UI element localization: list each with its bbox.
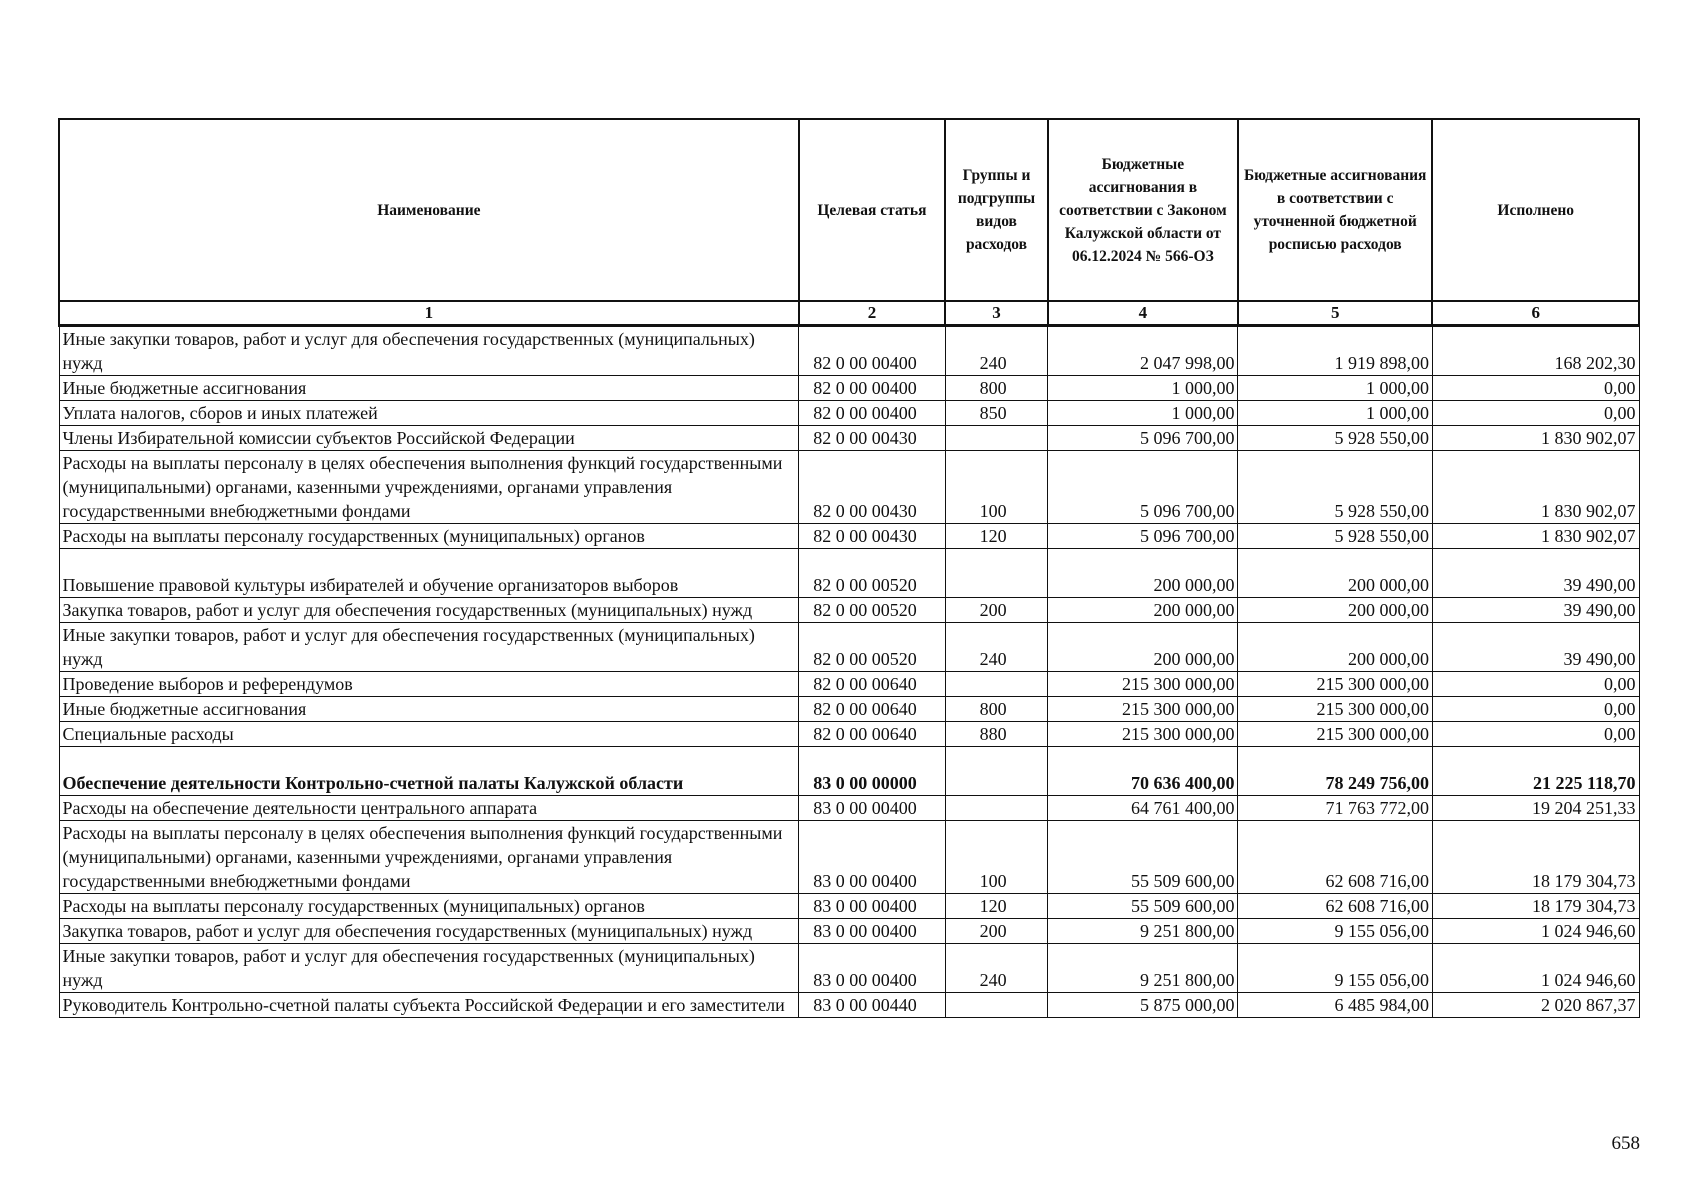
row-law-amount: 64 761 400,00 <box>1048 796 1238 821</box>
row-name: Иные закупки товаров, работ и услуг для обеспечения государственных (муниципальных) нужд <box>59 944 799 993</box>
row-target-code: 82 0 00 00400 <box>799 376 945 401</box>
row-group-code: 120 <box>945 524 1048 549</box>
row-executed-amount: 0,00 <box>1432 722 1639 747</box>
row-executed-amount: 18 179 304,73 <box>1432 821 1639 894</box>
header-name: Наименование <box>59 119 799 301</box>
column-number: 3 <box>945 301 1048 326</box>
row-group-code: 850 <box>945 401 1048 426</box>
row-group-code: 200 <box>945 919 1048 944</box>
budget-table <box>58 118 1640 1018</box>
header-law: Бюджетные ассигнования в соответствии с Законом Калужской области от 06.12.2024 № 566-ОЗ <box>1048 119 1238 301</box>
row-group-code: 100 <box>945 451 1048 524</box>
table-row <box>59 598 1639 623</box>
table-row <box>59 697 1639 722</box>
row-group-code: 880 <box>945 722 1048 747</box>
table-row <box>59 944 1639 993</box>
row-refined-amount: 215 300 000,00 <box>1238 722 1432 747</box>
row-law-amount: 215 300 000,00 <box>1048 672 1238 697</box>
row-name: Повышение правовой культуры избирателей и обучение организаторов выборов <box>59 549 799 598</box>
row-name: Иные бюджетные ассигнования <box>59 697 799 722</box>
row-name: Уплата налогов, сборов и иных платежей <box>59 401 799 426</box>
row-group-code: 240 <box>945 944 1048 993</box>
column-number: 6 <box>1432 301 1639 326</box>
row-target-code: 83 0 00 00400 <box>799 894 945 919</box>
table-row <box>59 426 1639 451</box>
row-target-code: 82 0 00 00640 <box>799 722 945 747</box>
column-number: 4 <box>1048 301 1238 326</box>
row-executed-amount: 1 830 902,07 <box>1432 524 1639 549</box>
row-law-amount: 2 047 998,00 <box>1048 326 1238 376</box>
row-refined-amount: 5 928 550,00 <box>1238 451 1432 524</box>
row-law-amount: 55 509 600,00 <box>1048 894 1238 919</box>
row-law-amount: 5 096 700,00 <box>1048 451 1238 524</box>
row-law-amount: 215 300 000,00 <box>1048 722 1238 747</box>
row-law-amount: 200 000,00 <box>1048 598 1238 623</box>
row-group-code <box>945 672 1048 697</box>
row-group-code <box>945 426 1048 451</box>
row-target-code: 82 0 00 00520 <box>799 623 945 672</box>
row-target-code: 82 0 00 00520 <box>799 598 945 623</box>
header-groups: Группы и подгруппы видов расходов <box>945 119 1048 301</box>
table-row <box>59 821 1639 894</box>
row-refined-amount: 1 000,00 <box>1238 376 1432 401</box>
row-law-amount: 1 000,00 <box>1048 376 1238 401</box>
row-target-code: 83 0 00 00400 <box>799 821 945 894</box>
row-refined-amount: 5 928 550,00 <box>1238 524 1432 549</box>
row-name: Расходы на выплаты персоналу в целях обеспечения выполнения функций государственными (муниципальными) органами, казенными учреждениями, органами управления государственными внебюджетными фондами <box>59 451 799 524</box>
row-executed-amount: 19 204 251,33 <box>1432 796 1639 821</box>
table-row <box>59 524 1639 549</box>
table-body <box>59 326 1639 1018</box>
row-executed-amount: 21 225 118,70 <box>1432 747 1639 796</box>
header-target: Целевая статья <box>799 119 945 301</box>
row-law-amount: 5 096 700,00 <box>1048 524 1238 549</box>
row-refined-amount: 71 763 772,00 <box>1238 796 1432 821</box>
row-executed-amount: 1 830 902,07 <box>1432 426 1639 451</box>
row-name: Расходы на выплаты персоналу государственных (муниципальных) органов <box>59 524 799 549</box>
row-executed-amount: 0,00 <box>1432 697 1639 722</box>
row-name: Руководитель Контрольно-счетной палаты субъекта Российской Федерации и его заместители <box>59 993 799 1018</box>
row-name: Иные закупки товаров, работ и услуг для обеспечения государственных (муниципальных) нужд <box>59 623 799 672</box>
row-refined-amount: 1 000,00 <box>1238 401 1432 426</box>
row-law-amount: 200 000,00 <box>1048 623 1238 672</box>
row-group-code: 120 <box>945 894 1048 919</box>
row-group-code: 800 <box>945 376 1048 401</box>
row-name: Закупка товаров, работ и услуг для обеспечения государственных (муниципальных) нужд <box>59 598 799 623</box>
header-row <box>59 119 1639 301</box>
table-row <box>59 747 1639 796</box>
table-row <box>59 451 1639 524</box>
row-group-code <box>945 993 1048 1018</box>
row-executed-amount: 168 202,30 <box>1432 326 1639 376</box>
row-refined-amount: 200 000,00 <box>1238 598 1432 623</box>
row-group-code: 240 <box>945 326 1048 376</box>
row-law-amount: 5 875 000,00 <box>1048 993 1238 1018</box>
row-law-amount: 5 096 700,00 <box>1048 426 1238 451</box>
table-row <box>59 326 1639 376</box>
table-row <box>59 722 1639 747</box>
row-executed-amount: 2 020 867,37 <box>1432 993 1639 1018</box>
row-name: Закупка товаров, работ и услуг для обеспечения государственных (муниципальных) нужд <box>59 919 799 944</box>
row-refined-amount: 62 608 716,00 <box>1238 894 1432 919</box>
row-name: Иные бюджетные ассигнования <box>59 376 799 401</box>
row-executed-amount: 1 024 946,60 <box>1432 919 1639 944</box>
row-refined-amount: 1 919 898,00 <box>1238 326 1432 376</box>
row-target-code: 83 0 00 00400 <box>799 919 945 944</box>
row-target-code: 82 0 00 00430 <box>799 451 945 524</box>
row-target-code: 83 0 00 00000 <box>799 747 945 796</box>
header-refined: Бюджетные ассигнования в соответствии с уточненной бюджетной росписью расходов <box>1238 119 1432 301</box>
row-refined-amount: 5 928 550,00 <box>1238 426 1432 451</box>
row-law-amount: 9 251 800,00 <box>1048 919 1238 944</box>
row-name: Проведение выборов и референдумов <box>59 672 799 697</box>
row-group-code: 800 <box>945 697 1048 722</box>
row-executed-amount: 1 024 946,60 <box>1432 944 1639 993</box>
row-refined-amount: 78 249 756,00 <box>1238 747 1432 796</box>
table-row <box>59 894 1639 919</box>
table-row <box>59 796 1639 821</box>
table-row <box>59 672 1639 697</box>
row-law-amount: 215 300 000,00 <box>1048 697 1238 722</box>
row-executed-amount: 1 830 902,07 <box>1432 451 1639 524</box>
row-law-amount: 55 509 600,00 <box>1048 821 1238 894</box>
row-target-code: 82 0 00 00430 <box>799 426 945 451</box>
table-row <box>59 919 1639 944</box>
row-refined-amount: 62 608 716,00 <box>1238 821 1432 894</box>
row-group-code <box>945 796 1048 821</box>
budget-table-sheet <box>58 118 1640 1018</box>
table-row <box>59 993 1639 1018</box>
row-name: Специальные расходы <box>59 722 799 747</box>
row-refined-amount: 200 000,00 <box>1238 549 1432 598</box>
row-refined-amount: 200 000,00 <box>1238 623 1432 672</box>
row-law-amount: 70 636 400,00 <box>1048 747 1238 796</box>
row-refined-amount: 9 155 056,00 <box>1238 944 1432 993</box>
table-row <box>59 376 1639 401</box>
row-name: Иные закупки товаров, работ и услуг для обеспечения государственных (муниципальных) нужд <box>59 326 799 376</box>
row-name: Расходы на обеспечение деятельности центрального аппарата <box>59 796 799 821</box>
row-law-amount: 9 251 800,00 <box>1048 944 1238 993</box>
row-refined-amount: 215 300 000,00 <box>1238 672 1432 697</box>
table-row <box>59 623 1639 672</box>
column-number: 2 <box>799 301 945 326</box>
row-group-code <box>945 747 1048 796</box>
row-refined-amount: 215 300 000,00 <box>1238 697 1432 722</box>
row-target-code: 82 0 00 00640 <box>799 672 945 697</box>
row-target-code: 82 0 00 00520 <box>799 549 945 598</box>
row-target-code: 83 0 00 00440 <box>799 993 945 1018</box>
row-name: Расходы на выплаты персоналу в целях обеспечения выполнения функций государственными (муниципальными) органами, казенными учреждениями, органами управления государственными внебюджетными фондами <box>59 821 799 894</box>
row-name: Члены Избирательной комиссии субъектов Российской Федерации <box>59 426 799 451</box>
row-group-code <box>945 549 1048 598</box>
row-executed-amount: 39 490,00 <box>1432 623 1639 672</box>
column-number: 1 <box>59 301 799 326</box>
page-number: 658 <box>1611 1133 1640 1154</box>
row-executed-amount: 18 179 304,73 <box>1432 894 1639 919</box>
row-group-code: 240 <box>945 623 1048 672</box>
row-target-code: 82 0 00 00400 <box>799 326 945 376</box>
row-executed-amount: 0,00 <box>1432 401 1639 426</box>
row-law-amount: 1 000,00 <box>1048 401 1238 426</box>
row-executed-amount: 0,00 <box>1432 376 1639 401</box>
column-number-row <box>59 301 1639 326</box>
row-target-code: 82 0 00 00640 <box>799 697 945 722</box>
row-refined-amount: 9 155 056,00 <box>1238 919 1432 944</box>
row-name: Расходы на выплаты персоналу государственных (муниципальных) органов <box>59 894 799 919</box>
row-law-amount: 200 000,00 <box>1048 549 1238 598</box>
row-refined-amount: 6 485 984,00 <box>1238 993 1432 1018</box>
row-target-code: 83 0 00 00400 <box>799 944 945 993</box>
column-number: 5 <box>1238 301 1432 326</box>
row-target-code: 82 0 00 00430 <box>799 524 945 549</box>
header-executed: Исполнено <box>1432 119 1639 301</box>
row-target-code: 82 0 00 00400 <box>799 401 945 426</box>
table-row <box>59 401 1639 426</box>
row-executed-amount: 39 490,00 <box>1432 598 1639 623</box>
row-executed-amount: 0,00 <box>1432 672 1639 697</box>
row-name: Обеспечение деятельности Контрольно-счетной палаты Калужской области <box>59 747 799 796</box>
row-target-code: 83 0 00 00400 <box>799 796 945 821</box>
table-row <box>59 549 1639 598</box>
row-executed-amount: 39 490,00 <box>1432 549 1639 598</box>
row-group-code: 100 <box>945 821 1048 894</box>
row-group-code: 200 <box>945 598 1048 623</box>
